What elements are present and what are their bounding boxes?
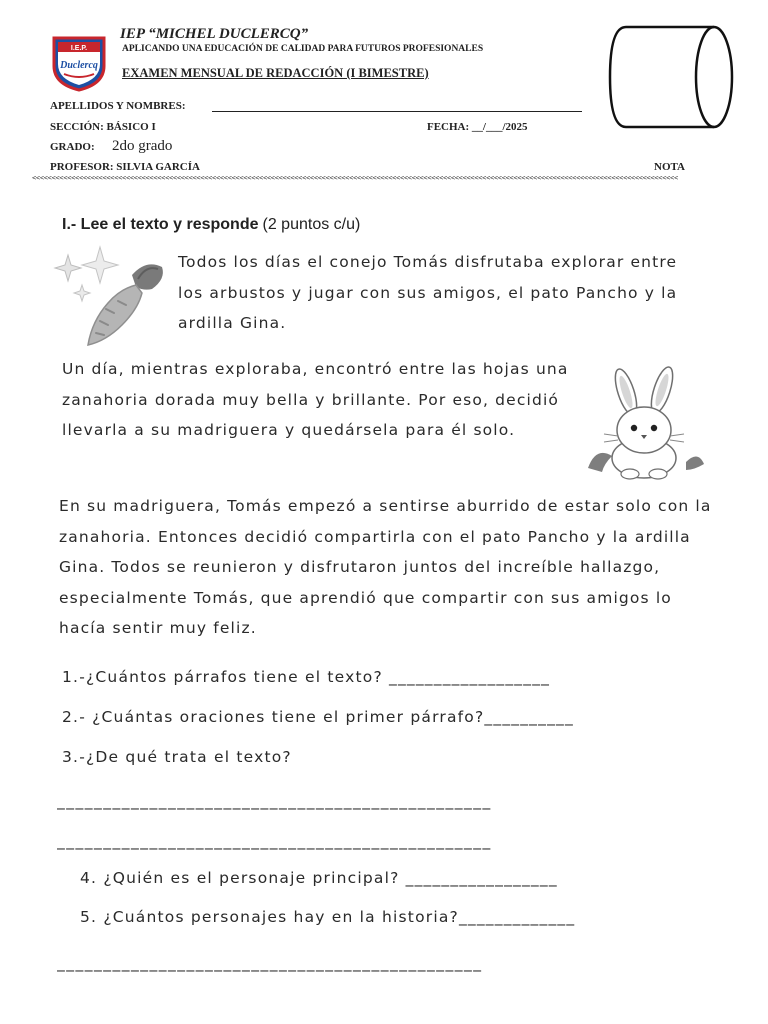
logo-main-text: Duclercq — [60, 60, 98, 71]
cylinder-grade-box-icon — [604, 24, 736, 132]
question-4[interactable]: 4. ¿Quién es el personaje principal? _________________ — [80, 869, 558, 887]
header-divider: <<<<<<<<<<<<<<<<<<<<<<<<<<<<<<<<<<<<<<<<<<<<<<<<<<<<<<<<<<<<<<<<<<<<<<<<<<<<<<<<<<<<<<<<<<<<<<<<<<<<<<<<<<<<<<<<<<<<<<<<<<<<<<<<<<<<<<<<<<<<<<<<<<<<<<<<<<<<<<<<<<<<< — [32, 174, 678, 182]
section-heading-text: I.- Lee el texto y responde — [62, 216, 259, 233]
school-name: IEP “MICHEL DUCLERCQ” — [120, 26, 309, 42]
answer-line-3b[interactable]: _______________________________________________ — [57, 832, 492, 850]
nota-label: NOTA — [654, 161, 685, 173]
answer-line-3a[interactable]: _______________________________________________ — [57, 792, 492, 810]
school-logo-icon — [48, 34, 110, 92]
grade-value: 2do grado — [112, 138, 173, 154]
grade-label: GRADO: — [50, 141, 95, 153]
story-paragraph-3: En su madriguera, Tomás empezó a sentirse aburrido de estar solo con la zanahoria. Entonces decidió compartirla con el pato Pancho y la ardilla Gina. Todos se reunieron y disfrutaron juntos del increíble hallazgo, especialmente Tomás, que aprendió que compartir con sus amigos lo hacía sentir muy feliz. — [59, 497, 712, 637]
section-points: (2 puntos c/u) — [262, 216, 361, 233]
carrot-sparkles-icon — [48, 245, 173, 350]
exam-title: EXAMEN MENSUAL DE REDACCIÓN (I BIMESTRE) — [122, 66, 429, 80]
question-3: 3.-¿De qué trata el texto? — [62, 748, 292, 766]
name-answer-line[interactable] — [212, 111, 582, 112]
question-2[interactable]: 2.- ¿Cuántas oraciones tiene el primer párrafo?__________ — [62, 708, 574, 726]
date-label: FECHA: __/___/2025 — [427, 121, 528, 133]
question-1[interactable]: 1.-¿Cuántos párrafos tiene el texto? __________________ — [62, 668, 551, 686]
school-motto: APLICANDO UNA EDUCACIÓN DE CALIDAD PARA FUTUROS PROFESIONALES — [122, 44, 484, 54]
answer-line-5[interactable]: ______________________________________________ — [57, 954, 483, 972]
name-label: APELLIDOS Y NOMBRES: — [50, 100, 186, 112]
story-paragraph-2: Un día, mientras exploraba, encontró entre las hojas una zanahoria dorada muy bella y brillante. Por eso, decidió llevarla a su madriguera y quedársela para él solo. — [62, 360, 569, 439]
teacher-label: PROFESOR: SILVIA GARCÍA — [50, 161, 200, 173]
section-heading — [62, 216, 360, 234]
story-paragraph-1: Todos los días el conejo Tomás disfrutaba explorar entre los arbustos y jugar con sus amigos, el pato Pancho y la ardilla Gina. — [178, 253, 678, 332]
logo-top-text: I.E.P. — [70, 45, 88, 52]
question-5[interactable]: 5. ¿Cuántos personajes hay en la historia?_____________ — [80, 908, 576, 926]
section-label: SECCIÓN: BÁSICO I — [50, 121, 156, 133]
